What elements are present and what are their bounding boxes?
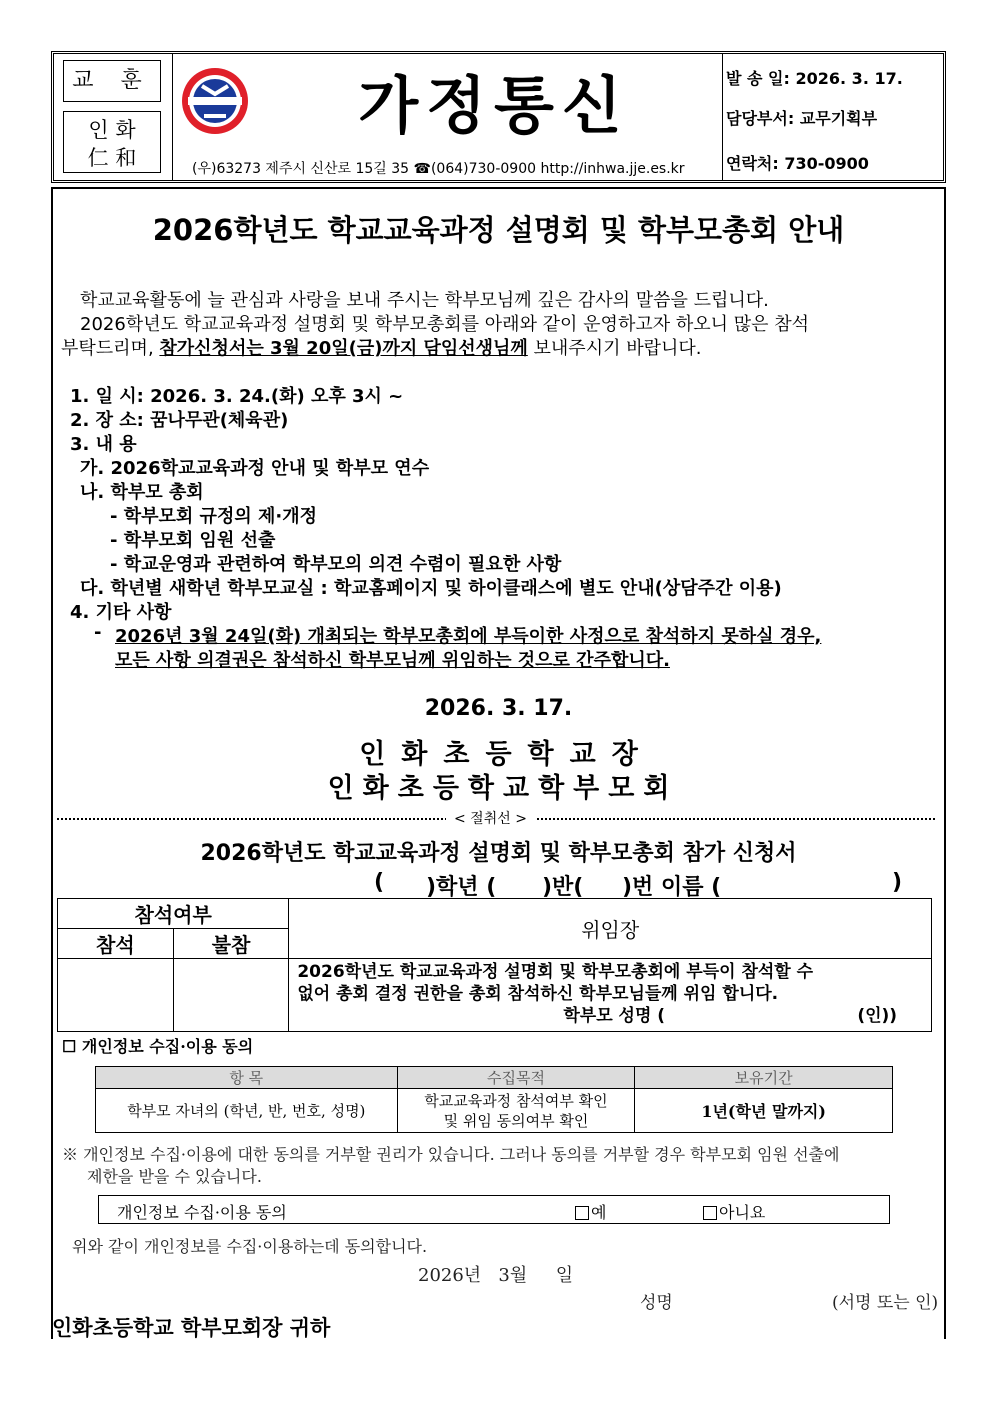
motto-label: 교 훈 (63, 60, 161, 102)
class-label: )반( (542, 875, 584, 900)
consent-no-option[interactable] (703, 1200, 765, 1223)
row-purpose-line: 및 위임 동의여부 확인 (443, 1111, 589, 1130)
newsletter-title: 가정통신 (358, 69, 630, 142)
contact-row (726, 151, 946, 174)
agree-text: 위와 같이 개인정보를 수집·이용하는데 동의합니다. (72, 1237, 428, 1256)
contact-label: 연락처: (726, 154, 779, 173)
dept: 교무기획부 (799, 109, 878, 128)
recipient: 인화초등학교 학부모회장 귀하 (52, 1316, 331, 1340)
proxy-text: 없어 총회 결정 권한을 총회 참석하신 학부모님들께 위임 합니다. (297, 984, 779, 1004)
school-address: (우)63273 제주시 신산로 15길 35 ☎(064)730-0900 http://inhwa.jje.es.kr (192, 161, 685, 177)
dept-row (726, 106, 946, 129)
privacy-note: 제한을 받을 수 있습니다. (87, 1167, 262, 1186)
list-item: 1. 일 시: 2026. 3. 24.(화) 오후 3시 ~ (70, 386, 404, 407)
list-item: 가. 2026학교교육과정 안내 및 학부모 연수 (80, 458, 430, 479)
attendance-table (57, 898, 932, 1032)
cut-label: < 절취선 > (446, 808, 535, 828)
attendance-header: 참석여부 (58, 899, 289, 929)
checkbox-icon[interactable] (575, 1206, 589, 1220)
deadline-highlight: 참가신청서는 3월 20일(금)까지 담임선생님께 (159, 338, 528, 359)
row-period: 1년(학년 말까지) (635, 1089, 893, 1133)
consent-label: 개인정보 수집·이용 동의 (117, 1203, 287, 1222)
number-name-label: )번 이름 ( (622, 875, 722, 900)
paren: ( (374, 870, 385, 895)
attend-header: 참석 (58, 929, 174, 959)
list-item: - 학부모회 임원 선출 (110, 530, 276, 551)
send-date: 2026. 3. 17. (795, 69, 903, 88)
privacy-title: ☐ 개인정보 수집·이용 동의 (62, 1037, 254, 1056)
list-item: 4. 기타 사항 (70, 602, 172, 623)
sign-hint: (서명 또는 인) (832, 1293, 939, 1313)
page-title: 2026학년도 학교교육과정 설명회 및 학부모총회 안내 (152, 213, 845, 247)
proxy-sign-label: 학부모 성명 ( (563, 1006, 666, 1026)
paren: ) (892, 870, 903, 895)
header-divider (172, 54, 173, 180)
list-item: - 학교운영과 관련하여 학부모의 의견 수렴이 필요한 사항 (110, 554, 562, 575)
notice-underlined: 2026년 3월 24일(화) 개최되는 학부모총회에 부득이한 사정으로 참석하지 못하실 경우, (115, 626, 822, 647)
newsletter-header (51, 51, 946, 183)
intro-paragraph: 2026학년도 학교교육과정 설명회 및 학부모총회를 아래와 같이 운영하고자 하오니 많은 참석 (80, 314, 809, 335)
attend-check-cell[interactable] (58, 959, 174, 1032)
send-date-row (726, 66, 946, 89)
col-period: 보유기간 (635, 1067, 893, 1089)
proxy-text: 2026학년도 학교교육과정 설명회 및 학부모총회에 부득이 참석할 수 (297, 962, 814, 982)
list-item: 나. 학부모 총회 (80, 482, 204, 503)
agree-date: 2026년 3월 일 (418, 1265, 574, 1286)
row-purpose (397, 1089, 635, 1133)
consent-yes-option[interactable] (575, 1200, 606, 1223)
intro-text: 부탁드리며, (61, 338, 160, 359)
row-item: 학부모 자녀의 (학년, 반, 번호, 성명) (96, 1089, 398, 1133)
privacy-table (95, 1066, 893, 1133)
header-divider (722, 54, 723, 180)
form-title: 2026학년도 학교교육과정 설명회 및 학부모총회 참가 신청서 (200, 841, 797, 866)
privacy-note: ※ 개인정보 수집·이용에 대한 동의를 거부할 권리가 있습니다. 그러나 동의를 거부할 경우 학부모회 임원 선출에 (62, 1145, 840, 1164)
list-dash: - (94, 622, 102, 643)
yes-label: 예 (591, 1203, 607, 1222)
send-date-label: 발 송 일: (726, 69, 790, 88)
list-item: 2. 장 소: 꿈나무관(체육관) (70, 410, 289, 431)
motto-hangul: 인 화 (88, 118, 136, 142)
list-item: - 학부모회 규정의 제·개정 (110, 506, 317, 527)
absent-header: 불참 (173, 929, 289, 959)
signer-pta: 인화초등학교학부모회 (327, 773, 679, 804)
notice-underlined: 모든 사항 의결권은 참석하신 학부모님께 위임하는 것으로 간주합니다. (115, 650, 670, 671)
motto-box (63, 111, 161, 173)
issue-date: 2026. 3. 17. (424, 696, 573, 721)
proxy-content (289, 959, 932, 1032)
intro-text: 보내주시기 바랍니다. (527, 338, 702, 359)
col-item: 항 목 (96, 1067, 398, 1089)
no-label: 아니요 (719, 1203, 766, 1222)
grade-label: )학년 ( (426, 875, 497, 900)
intro-paragraph (61, 334, 701, 360)
sign-label: 성명 (640, 1293, 673, 1313)
absent-check-cell[interactable] (173, 959, 289, 1032)
intro-paragraph: 학교교육활동에 늘 관심과 사랑을 보내 주시는 학부모님께 깊은 감사의 말씀을 드립니다. (80, 290, 769, 311)
proxy-sign-row (297, 1005, 923, 1027)
consent-box (98, 1195, 890, 1224)
proxy-header: 위임장 (289, 899, 932, 959)
checkbox-icon[interactable] (703, 1206, 717, 1220)
list-item: 3. 내 용 (70, 434, 137, 455)
contact: 730-0900 (784, 154, 869, 173)
signer-principal: 인화초등학교장 (359, 739, 654, 770)
list-item: 다. 학년별 새학년 학부모교실 : 학교홈페이지 및 하이클래스에 별도 안내(상담주간 이용) (80, 578, 782, 599)
motto-hanja: 仁 和 (87, 146, 137, 170)
dept-label: 담당부서: (726, 109, 795, 128)
row-purpose-line: 학교교육과정 참석여부 확인 (424, 1091, 608, 1110)
school-logo-icon (180, 66, 250, 136)
proxy-sign-end: (인)) (857, 1006, 898, 1026)
col-purpose: 수집목적 (397, 1067, 635, 1089)
